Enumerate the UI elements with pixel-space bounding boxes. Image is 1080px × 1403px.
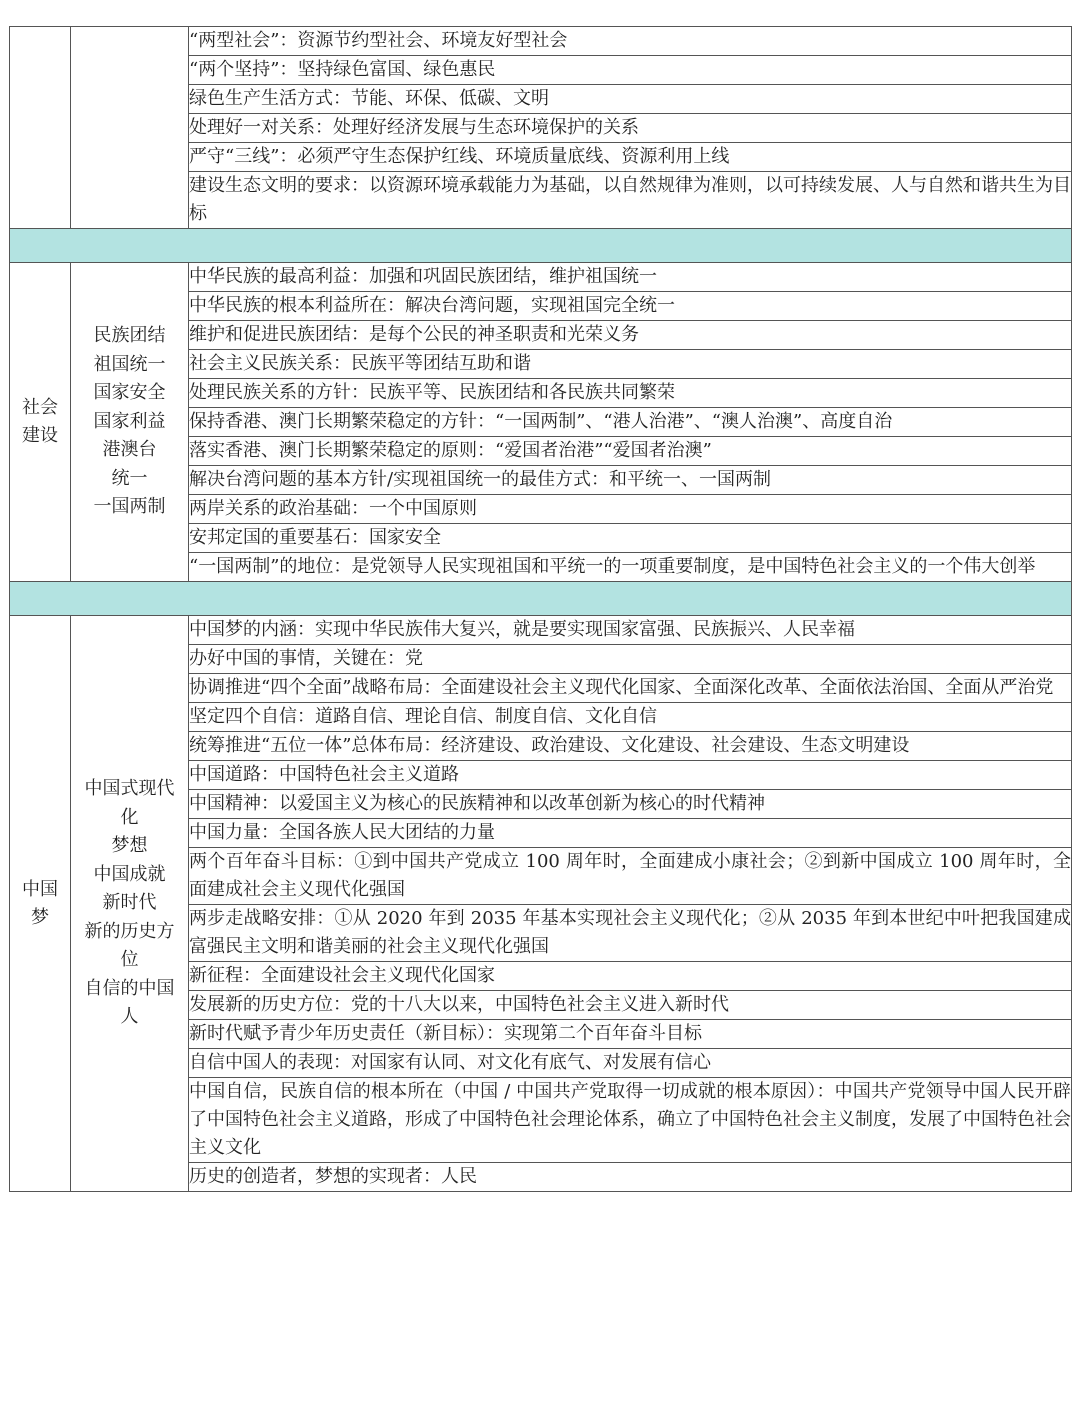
category-cell xyxy=(10,263,71,582)
section-separator xyxy=(10,582,1072,616)
table-row xyxy=(10,616,1072,645)
knowledge-item: 历史的创造者，梦想的实现者：人民 xyxy=(189,1163,1072,1192)
topic-label: 中国式现代 xyxy=(84,778,175,800)
knowledge-summary-table xyxy=(9,26,1072,1192)
section-separator xyxy=(10,229,1072,263)
knowledge-item: 统筹推进“五位一体”总体布局：经济建设、政治建设、文化建设、社会建设、生态文明建设 xyxy=(189,732,1072,761)
topic-label: 一国两制 xyxy=(93,496,166,518)
knowledge-item: 中国梦的内涵：实现中华民族伟大复兴，就是要实现国家富强、民族振兴、人民幸福 xyxy=(189,616,1072,645)
knowledge-item: 新征程：全面建设社会主义现代化国家 xyxy=(189,962,1072,991)
knowledge-item: 解决台湾问题的基本方针/实现祖国统一的最佳方式：和平统一、一国两制 xyxy=(189,466,1072,495)
category-cell xyxy=(10,616,71,1192)
topic-label: 统一 xyxy=(111,467,148,489)
topic-label: 中国成就 xyxy=(93,863,166,885)
category-label-line: 中国 xyxy=(22,878,58,900)
knowledge-item: 坚定四个自信：道路自信、理论自信、制度自信、文化自信 xyxy=(189,703,1072,732)
topic-label: 人 xyxy=(120,1006,139,1028)
knowledge-item: 自信中国人的表现：对国家有认同、对文化有底气、对发展有信心 xyxy=(189,1049,1072,1078)
category-label-line: 社会 xyxy=(22,397,58,418)
category-label xyxy=(10,394,70,450)
knowledge-item: 两步走战略安排：①从 2020 年到 2035 年基本实现社会主义现代化；②从 2035 年到本世纪中叶把我国建成富强民主文明和谐美丽的社会主义现代化强国 xyxy=(189,905,1072,962)
topic-list xyxy=(71,322,188,522)
table-row xyxy=(10,263,1072,292)
topic-label: 祖国统一 xyxy=(93,353,166,375)
category-cell xyxy=(10,27,71,229)
topic-cell xyxy=(71,616,189,1192)
knowledge-item: 中国自信，民族自信的根本所在（中国 / 中国共产党取得一切成就的根本原因）：中国共产党领导中国人民开辟了中国特色社会主义道路，形成了中国特色社会理论体系，确立了中国特色社会主义制度，发展了中国特色社会主义文化 xyxy=(189,1078,1072,1163)
topic-label: 位 xyxy=(120,949,139,971)
separator-cell xyxy=(10,582,1072,616)
topic-label: 新时代 xyxy=(102,892,157,914)
knowledge-item: 绿色生产生活方式：节能、环保、低碳、文明 xyxy=(189,85,1072,114)
knowledge-item: 建设生态文明的要求：以资源环境承载能力为基础，以自然规律为准则，以可持续发展、人与自然和谐共生为目标 xyxy=(189,172,1072,229)
topic-list xyxy=(71,775,188,1032)
knowledge-item: 中国力量：全国各族人民大团结的力量 xyxy=(189,819,1072,848)
knowledge-item: 两个百年奋斗目标：①到中国共产党成立 100 周年时，全面建成小康社会；②到新中国成立 100 周年时，全面建成社会主义现代化强国 xyxy=(189,848,1072,905)
knowledge-item: 安邦定国的重要基石：国家安全 xyxy=(189,524,1072,553)
knowledge-item: 中华民族的根本利益所在：解决台湾问题，实现祖国完全统一 xyxy=(189,292,1072,321)
knowledge-item: 社会主义民族关系：民族平等团结互助和谐 xyxy=(189,350,1072,379)
category-label xyxy=(10,876,70,932)
knowledge-item: “一国两制”的地位：是党领导人民实现祖国和平统一的一项重要制度，是中国特色社会主义的一个伟大创举 xyxy=(189,553,1072,582)
category-label-line: 建设 xyxy=(22,425,58,446)
knowledge-item: 严守“三线”：必须严守生态保护红线、环境质量底线、资源利用上线 xyxy=(189,143,1072,172)
category-label-line: 梦 xyxy=(31,906,49,928)
topic-label: 自信的中国 xyxy=(84,977,175,999)
knowledge-item: 处理好一对关系：处理好经济发展与生态环境保护的关系 xyxy=(189,114,1072,143)
knowledge-item: 落实香港、澳门长期繁荣稳定的原则：“爱国者治港”“爱国者治澳” xyxy=(189,437,1072,466)
topic-label: 化 xyxy=(120,806,139,828)
knowledge-item: 保持香港、澳门长期繁荣稳定的方针：“一国两制”、“港人治港”、“澳人治澳”、高度自治 xyxy=(189,408,1072,437)
topic-label: 国家安全 xyxy=(93,382,166,404)
knowledge-item: 中国精神：以爱国主义为核心的民族精神和以改革创新为核心的时代精神 xyxy=(189,790,1072,819)
knowledge-item: 新时代赋予青少年历史责任（新目标）：实现第二个百年奋斗目标 xyxy=(189,1020,1072,1049)
topic-cell xyxy=(71,263,189,582)
topic-label: 梦想 xyxy=(111,835,148,857)
topic-cell xyxy=(71,27,189,229)
knowledge-item: 维护和促进民族团结：是每个公民的神圣职责和光荣义务 xyxy=(189,321,1072,350)
knowledge-item: 处理民族关系的方针：民族平等、民族团结和各民族共同繁荣 xyxy=(189,379,1072,408)
topic-label: 港澳台 xyxy=(102,439,157,461)
knowledge-item: 办好中国的事情，关键在：党 xyxy=(189,645,1072,674)
knowledge-item: 两岸关系的政治基础：一个中国原则 xyxy=(189,495,1072,524)
knowledge-item: “两个坚持”：坚持绿色富国、绿色惠民 xyxy=(189,56,1072,85)
topic-label: 民族团结 xyxy=(93,325,166,347)
topic-label: 国家利益 xyxy=(93,410,166,432)
knowledge-item: 中华民族的最高利益：加强和巩固民族团结，维护祖国统一 xyxy=(189,263,1072,292)
knowledge-item: 协调推进“四个全面”战略布局：全面建设社会主义现代化国家、全面深化改革、全面依法治国、全面从严治党 xyxy=(189,674,1072,703)
knowledge-item: 中国道路：中国特色社会主义道路 xyxy=(189,761,1072,790)
table-row xyxy=(10,27,1072,56)
knowledge-item: “两型社会”：资源节约型社会、环境友好型社会 xyxy=(189,27,1072,56)
knowledge-item: 发展新的历史方位：党的十八大以来，中国特色社会主义进入新时代 xyxy=(189,991,1072,1020)
separator-cell xyxy=(10,229,1072,263)
topic-label: 新的历史方 xyxy=(84,920,175,942)
